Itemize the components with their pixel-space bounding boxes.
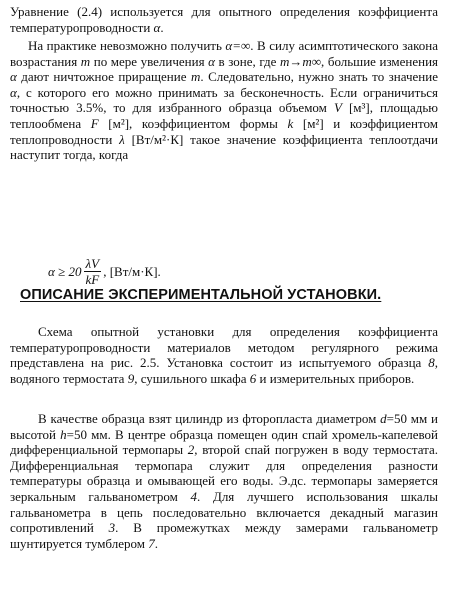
paragraph-equation-usage: Уравнение (2.4) используется для опытного определения коэффициента температуропроводности α. (10, 4, 438, 35)
formula-denominator: kF (85, 272, 100, 287)
paragraph-setup-scheme: Схема опытной установки для определения коэффициента температуропроводности материалов методом регулярного режима представлена на рис. 2.5. Установка состоит из испытуемого образца 8, водяного термостата 9, сушильного шкафа 6 и измерительных приборов. (10, 324, 438, 386)
formula-numerator: λV (85, 256, 100, 271)
formula-lhs: α ≥ 20 (48, 263, 82, 279)
formula-alpha-condition (48, 256, 161, 287)
section-heading: ОПИСАНИЕ ЭКСПЕРИМЕНТАЛЬНОЙ УСТАНОВКИ. (20, 287, 382, 303)
formula-unit: , [Вт/м·К]. (103, 263, 161, 279)
paragraph-practice: На практике невозможно получить α=∞. В силу асимптотического закона возрастания m по мере увеличения α в зоне, где m→m∞, большие изменения α дают ничтожное приращение m. Следовательно, нужно знать то значение α, с которого его можно принимать за бесконечность. Если ограничиться точностью 3.5%, то для избранного образца объемом V [м³], площадью теплообмена F [м²], коэффициентом формы k [м²] и коэффициентом теплопроводности λ [Вт/м²·К] такое значение коэффициента теплоотдачи наступит тогда, когда (10, 38, 439, 163)
formula-fraction (83, 256, 101, 287)
paragraph-sample-description: В качестве образца взят цилиндр из фторопласта диаметром d=50 мм и высотой h=50 мм. В центре образца помещен один спай хромель-капелевой дифференциальной термопары 2, второй спай погружен в воду термостата. Дифференциальная термопара служит для определения разности температуры образца и омывающей его воды. Э.дс. термопары замеряется зеркальным гальванометром 4. Для лучшего использования шкалы гальванометра в цепь последовательно включается декадный магазин сопротивлений 3. В промежутках между замерами гальванометр шунтируется тумблером 7. (10, 411, 438, 551)
